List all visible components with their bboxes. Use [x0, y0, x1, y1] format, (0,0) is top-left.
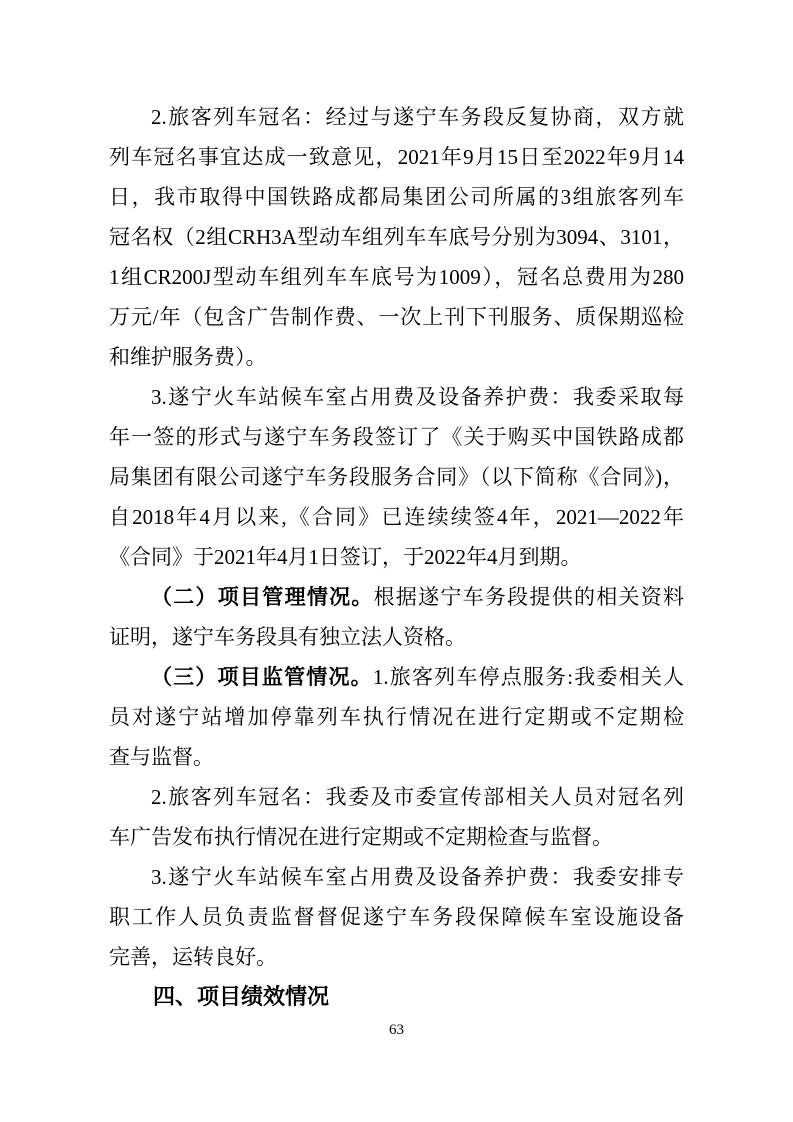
text-segment: 和维护服务费）。: [109, 345, 267, 369]
text-line: [109, 897, 684, 937]
text-line: [109, 457, 684, 497]
text-segment: 自2018年4月以来,《合同》已连续续签4年，2021—2022年: [109, 505, 684, 529]
text-segment: 1组CR200J型动车组列车车底号为1009），冠名总费用为280: [109, 265, 684, 289]
text-line: [109, 377, 684, 417]
text-line: [109, 817, 684, 857]
text-segment: 万元/年（包含广告制作费、一次上刊下刊服务、质保期巡检: [109, 305, 684, 329]
text-segment: 完善，运转良好。: [109, 945, 277, 969]
text-segment: 列车冠名事宜达成一致意见，2021年9月15日至2022年9月14: [109, 145, 684, 169]
text-line: [109, 217, 684, 257]
text-segment: 员对遂宁站增加停靠列车执行情况在进行定期或不定期检: [109, 705, 684, 729]
text-line: [109, 657, 684, 697]
text-segment: 查与监督。: [109, 745, 214, 769]
text-segment: 证明，遂宁车务段具有独立法人资格。: [109, 625, 466, 649]
text-line: [109, 177, 684, 217]
text-line: [109, 617, 684, 657]
text-segment: 2.旅客列车冠名：我委及市委宣传部相关人员对冠名列: [151, 785, 684, 809]
document-body: [109, 97, 684, 1017]
text-segment: 局集团有限公司遂宁车务段服务合同》（以下简称《合同》)，: [109, 465, 684, 489]
text-line: [109, 137, 684, 177]
text-line: [109, 857, 684, 897]
text-segment: 1.旅客列车停点服务:我委相关人: [372, 665, 684, 689]
text-segment: 3.遂宁火车站候车室占用费及设备养护费：我委采取每: [151, 385, 684, 409]
text-segment: 《合同》于2021年4月1日签订，于2022年4月到期。: [109, 545, 582, 569]
text-line: [109, 97, 684, 137]
text-line: [109, 737, 684, 777]
text-line: [109, 257, 684, 297]
text-line: [109, 577, 684, 617]
text-segment: 3.遂宁火车站候车室占用费及设备养护费：我委安排专: [151, 865, 684, 889]
text-line: [109, 537, 684, 577]
section-heading: [109, 977, 684, 1017]
text-segment: 年一签的形式与遂宁车务段签订了《关于购买中国铁路成都: [109, 425, 684, 449]
text-segment: 日，我市取得中国铁路成都局集团公司所属的3组旅客列车: [109, 185, 684, 209]
text-segment: 2.旅客列车冠名：经过与遂宁车务段反复协商，双方就: [151, 105, 684, 129]
text-line: [109, 937, 684, 977]
text-line: [109, 337, 684, 377]
bold-text-segment: （三）项目监管情况。: [151, 665, 373, 689]
text-segment: 职工作人员负责监督督促遂宁车务段保障候车室设施设备: [109, 905, 684, 929]
text-segment: 冠名权（2组CRH3A型动车组列车车底号分别为3094、3101，: [109, 225, 684, 249]
text-line: [109, 697, 684, 737]
text-line: [109, 297, 684, 337]
page-number: 63: [389, 1022, 404, 1038]
bold-text-segment: （二）项目管理情况。: [151, 585, 374, 609]
text-line: [109, 497, 684, 537]
text-line: [109, 417, 684, 457]
text-segment: 车广告发布执行情况在进行定期或不定期检查与监督。: [109, 825, 613, 849]
text-line: [109, 777, 684, 817]
bold-text-segment: 四、项目绩效情况: [153, 984, 330, 1009]
text-segment: 根据遂宁车务段提供的相关资料: [373, 585, 684, 609]
